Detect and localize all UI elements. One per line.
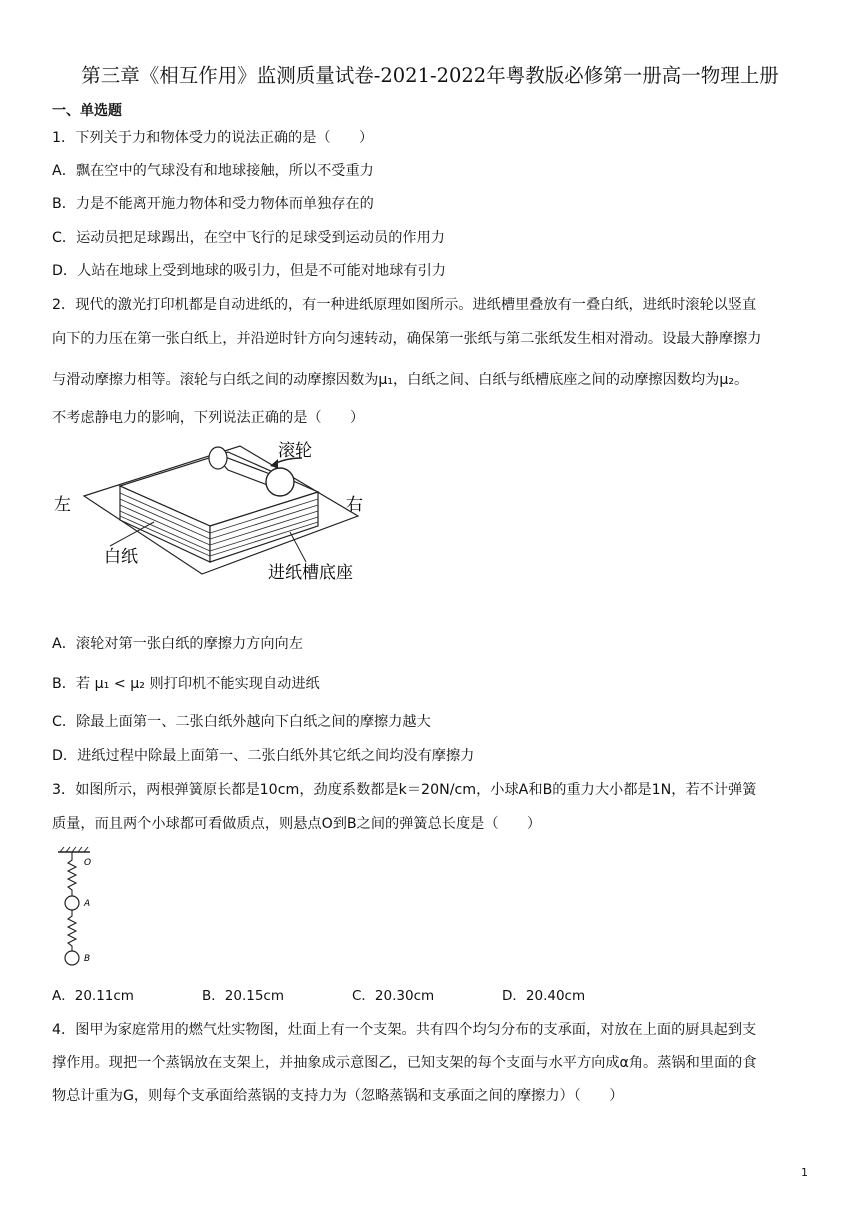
ball-b xyxy=(65,951,79,965)
q2-stem-line: 向下的力压在第一张白纸上，并沿逆时针方向匀速转动，确保第一张纸与第二张纸发生相对滑动。设最大静摩擦力 xyxy=(52,331,762,347)
q2-stem-line: 与滑动摩擦力相等。滚轮与白纸之间的动摩擦因数为μ₁，白纸之间、白纸与纸槽底座之间的动摩擦因数均为μ₂。 xyxy=(52,372,749,388)
label-o: O xyxy=(84,858,92,868)
q3-option-b: B．20.15cm xyxy=(202,988,284,1004)
q2-option-a: A．滚轮对第一张白纸的摩擦力方向向左 xyxy=(52,636,303,652)
q4-stem-line: 撑作用。现把一个蒸锅放在支架上，并抽象成示意图乙，已知支架的每个支面与水平方向成α角。蒸锅和里面的食 xyxy=(52,1055,757,1071)
lower-spring xyxy=(68,910,76,951)
q1-stem: 1．下列关于力和物体受力的说法正确的是（ ） xyxy=(52,130,374,146)
q2-option-b: B．若 μ₁ < μ₂ 则打印机不能实现自动进纸 xyxy=(52,676,320,692)
page-number: 1 xyxy=(801,1166,808,1179)
q3-options xyxy=(52,984,792,1004)
base-label: 进纸槽底座 xyxy=(268,563,353,583)
page-title: 第三章《相互作用》监测质量试卷-2021-2022年粤教版必修第一册高一物理上册 xyxy=(81,64,779,87)
q2-stem-line: 2．现代的激光打印机都是自动进纸的，有一种进纸原理如图所示。进纸槽里叠放有一叠白纸，进纸时滚轮以竖直 xyxy=(52,297,757,313)
rotation-arrow-head xyxy=(270,459,278,468)
q2-option-d: D．进纸过程中除最上面第一、二张白纸外其它纸之间均没有摩擦力 xyxy=(52,748,475,764)
q3-option-c: C．20.30cm xyxy=(352,988,435,1004)
spring-balls-figure xyxy=(54,846,104,970)
ceiling-hatch xyxy=(60,847,88,852)
q3-stem-line: 3．如图所示，两根弹簧原长都是10cm，劲度系数都是k＝20N/cm，小球A和B的重力大小都是1N，若不计弹簧 xyxy=(52,782,757,798)
ball-a xyxy=(65,896,79,910)
left-label: 左 xyxy=(54,495,71,515)
label-a: A xyxy=(84,899,91,909)
q1-option-b: B．力是不能离开施力物体和受力物体而单独存在的 xyxy=(52,196,374,212)
q1-option-a: A．飘在空中的气球没有和地球接触，所以不受重力 xyxy=(52,163,374,179)
q1-option-c: C．运动员把足球踢出，在空中飞行的足球受到运动员的作用力 xyxy=(52,230,445,246)
q3-option-a: A．20.11cm xyxy=(52,988,134,1004)
right-label: 右 xyxy=(346,495,363,515)
q3-stem-line: 质量，而且两个小球都可看做质点，则悬点O到B之间的弹簧总长度是（ ） xyxy=(52,816,542,832)
paper-feeder-figure xyxy=(50,436,380,586)
upper-spring xyxy=(68,852,76,896)
q4-stem-line: 物总计重为G，则每个支承面给蒸锅的支持力为（忽略蒸锅和支承面之间的摩擦力）（ ） xyxy=(52,1088,624,1104)
q2-option-c: C．除最上面第一、二张白纸外越向下白纸之间的摩擦力越大 xyxy=(52,714,431,730)
label-b: B xyxy=(84,954,91,964)
q2-stem-line: 不考虑静电力的影响，下列说法正确的是（ ） xyxy=(52,410,365,426)
q4-stem-line: 4．图甲为家庭常用的燃气灶实物图，灶面上有一个支架。共有四个均匀分布的支承面，对放在上面的厨具起到支 xyxy=(52,1022,757,1038)
paper-label: 白纸 xyxy=(104,547,138,567)
roller-front xyxy=(266,468,294,496)
q1-option-d: D．人站在地球上受到地球的吸引力，但是不可能对地球有引力 xyxy=(52,263,446,279)
roller-label: 滚轮 xyxy=(278,441,312,461)
section-heading: 一、单选题 xyxy=(52,103,122,119)
q3-option-d: D．20.40cm xyxy=(502,988,586,1004)
roller-end xyxy=(209,447,227,469)
